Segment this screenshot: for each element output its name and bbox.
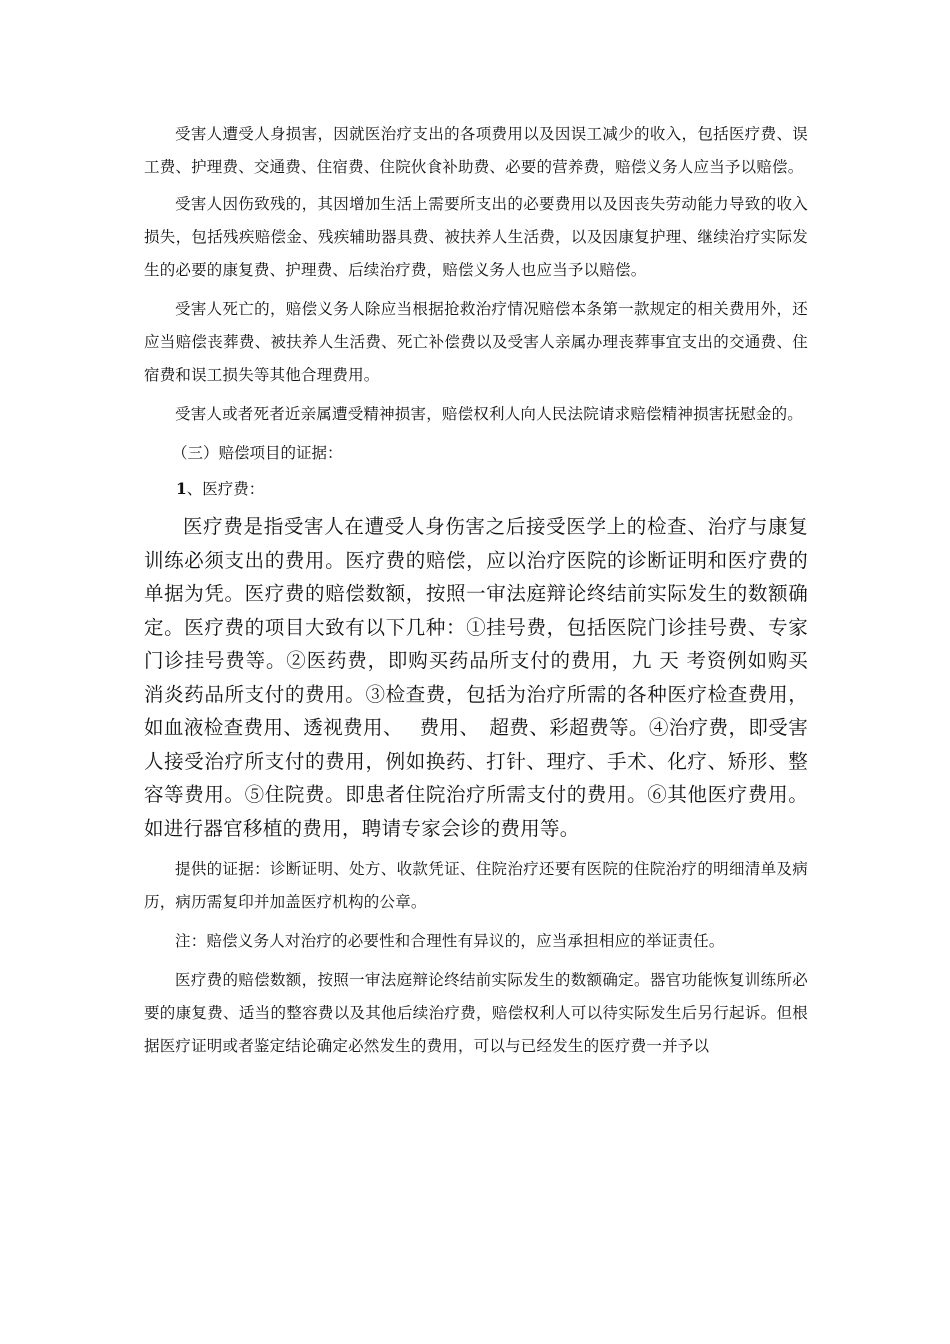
paragraph-injury-expenses: 受害人遭受人身损害，因就医治疗支出的各项费用以及因误工减少的收入，包括医疗费、误工费、护理费、交通费、住宿费、住院伙食补助费、必要的营养费，赔偿义务人应当予以赔偿。 (144, 125, 808, 176)
paragraph-note: 注：赔偿义务人对治疗的必要性和合理性有异议的，应当承担相应的举证责任。 (175, 932, 725, 950)
paragraph-evidence: 提供的证据：诊断证明、处方、收款凭证、住院治疗还要有医院的住院治疗的明细清单及病历，病历需复印并加盖医疗机构的公章。 (144, 860, 808, 911)
paragraph-mental-damage: 受害人或者死者近亲属遭受精神损害，赔偿权利人向人民法院请求赔偿精神损害抚慰金的。 (175, 405, 804, 423)
paragraph-disability: 受害人因伤致残的，其因增加生活上需要所支出的必要费用以及因丧失劳动能力导致的收入损失，包括残疾赔偿金、残疾辅助器具费、被扶养人生活费，以及因康复护理、继续治疗实际发生的必要的康复费、护理费、后续治疗费，赔偿义务人也应当予以赔偿。 (144, 195, 808, 279)
sub-heading-medical (144, 472, 808, 506)
paragraph-medical-fees: 医疗费是指受害人在遭受人身伤害之后接受医学上的检查、治疗与康复训练必须支出的费用。医疗费的赔偿，应以治疗医院的诊断证明和医疗费的单据为凭。医疗费的赔偿数额，按照一审法庭辩论终结前实际发生的数额确定。医疗费的项目大致有以下几种：①挂号费，包括医院门诊挂号费、专家门诊挂号费等。②医药费，即购买药品所支付的费用，九 天 考资例如购买消炎药品所支付的费用。③检查费，包括为治疗所需的各种医疗检查费用，如血液检查费用、透视费用、 费用、 超费、彩超费等。④治疗费，即受害人接受治疗所支付的费用，例如换药、打针、理疗、手术、化疗、矫形、整容等费用。⑤住院费。即患者住院治疗所需支付的费用。⑥其他医疗费用。如进行器官移植的费用，聘请专家会诊的费用等。 (144, 515, 808, 840)
paragraph-compensation-amount: 医疗费的赔偿数额，按照一审法庭辩论终结前实际发生的数额确定。器官功能恢复训练所必要的康复费、适当的整容费以及其他后续治疗费，赔偿权利人可以待实际发生后另行起诉。但根据医疗证明或者鉴定结论确定必然发生的费用，可以与已经发生的医疗费一并予以 (144, 971, 808, 1055)
paragraph-death: 受害人死亡的，赔偿义务人除应当根据抢救治疗情况赔偿本条第一款规定的相关费用外，还应当赔偿丧葬费、被扶养人生活费、死亡补偿费以及受害人亲属办理丧葬事宜支出的交通费、住宿费和误工损失等其他合理费用。 (144, 300, 808, 384)
sub-heading-number: 1 (176, 479, 187, 498)
sub-heading-label: 、医疗费： (186, 480, 265, 498)
section-heading: （三）赔偿项目的证据： (172, 444, 343, 462)
document-body (144, 118, 808, 1063)
